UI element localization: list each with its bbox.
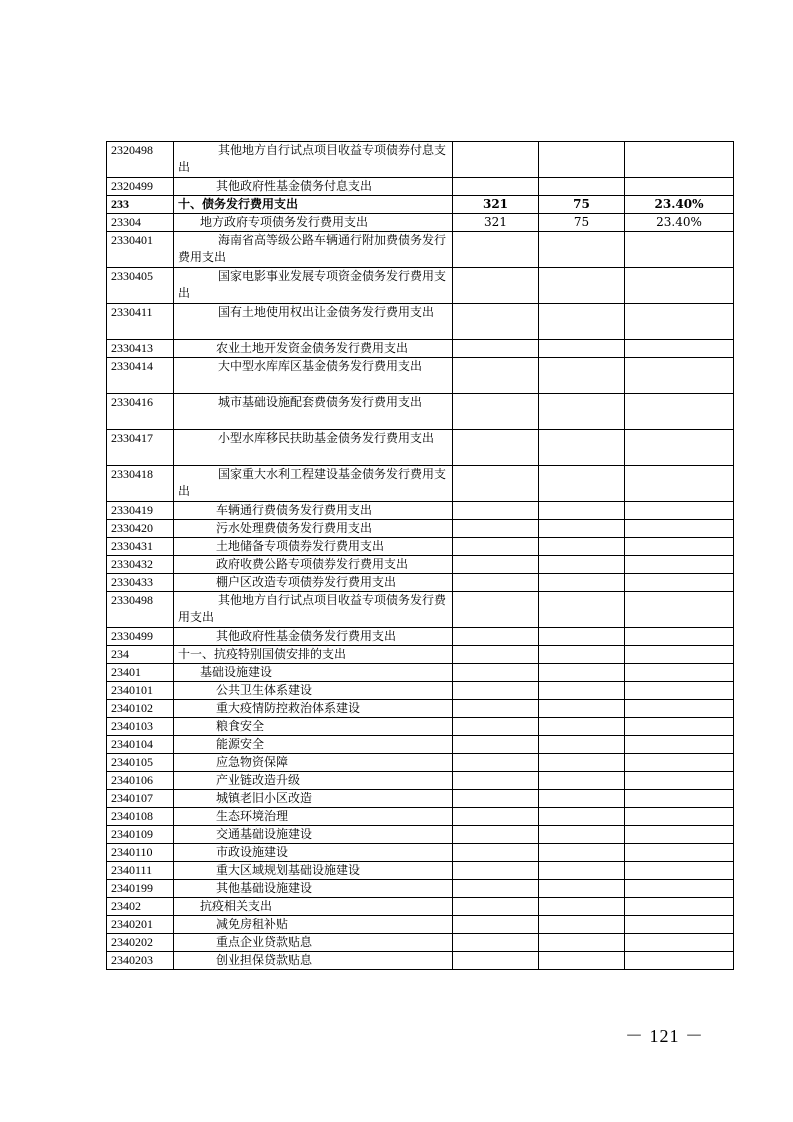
row-amount-1	[453, 916, 539, 934]
table-row	[107, 898, 734, 916]
row-name-text: 棚户区改造专项债券发行费用支出	[216, 575, 397, 589]
row-name	[174, 772, 453, 790]
row-percent	[625, 754, 734, 772]
row-name-text: 其他政府性基金债务发行费用支出	[216, 629, 397, 643]
row-code: 2340202	[107, 934, 174, 952]
row-name	[174, 394, 453, 430]
row-amount-1	[453, 754, 539, 772]
row-amount-1	[453, 520, 539, 538]
row-amount-1	[453, 340, 539, 358]
row-name	[174, 232, 453, 268]
row-name-text: 海南省高等级公路车辆通行附加费债务发行费用支出	[178, 233, 447, 264]
row-amount-2	[539, 340, 625, 358]
row-name-text: 市政设施建设	[216, 845, 289, 859]
row-name	[174, 268, 453, 304]
page-number: － 121 －	[625, 1026, 704, 1046]
row-code: 23401	[107, 664, 174, 682]
row-code: 2330413	[107, 340, 174, 358]
row-amount-2: 75	[539, 214, 625, 232]
row-amount-2	[539, 844, 625, 862]
row-name-text: 车辆通行费债务发行费用支出	[216, 503, 373, 517]
row-code: 2340104	[107, 736, 174, 754]
row-code: 2340203	[107, 952, 174, 970]
row-name-text: 其他地方自行试点项目收益专项债务发行费用支出	[178, 593, 447, 624]
row-code: 234	[107, 646, 174, 664]
row-name	[174, 664, 453, 682]
row-amount-2	[539, 772, 625, 790]
row-amount-2	[539, 934, 625, 952]
row-percent	[625, 772, 734, 790]
row-amount-1	[453, 952, 539, 970]
row-percent	[625, 520, 734, 538]
row-amount-1	[453, 574, 539, 592]
table-row	[107, 178, 734, 196]
row-amount-1: 321	[453, 214, 539, 232]
table-row	[107, 232, 734, 268]
row-name-text: 地方政府专项债务发行费用支出	[200, 215, 369, 229]
table-row	[107, 628, 734, 646]
row-name-text: 创业担保贷款贴息	[216, 953, 313, 967]
row-name-text: 土地储备专项债券发行费用支出	[216, 539, 385, 553]
table-row	[107, 916, 734, 934]
row-name-text: 生态环境治理	[216, 809, 289, 823]
table-row	[107, 664, 734, 682]
row-amount-1	[453, 772, 539, 790]
row-amount-2	[539, 358, 625, 394]
row-code: 2330401	[107, 232, 174, 268]
row-percent	[625, 628, 734, 646]
row-code: 2340107	[107, 790, 174, 808]
row-amount-1	[453, 880, 539, 898]
row-amount-2: 75	[539, 196, 625, 214]
row-amount-2	[539, 790, 625, 808]
row-name-text: 国家电影事业发展专项资金债务发行费用支出	[178, 269, 447, 300]
row-percent	[625, 664, 734, 682]
row-name	[174, 430, 453, 466]
row-percent	[625, 880, 734, 898]
row-name	[174, 556, 453, 574]
row-code: 2340106	[107, 772, 174, 790]
row-name	[174, 808, 453, 826]
row-name	[174, 844, 453, 862]
row-name-text: 重点企业贷款贴息	[216, 935, 313, 949]
row-percent	[625, 718, 734, 736]
row-amount-2	[539, 574, 625, 592]
row-amount-2	[539, 682, 625, 700]
row-name	[174, 142, 453, 178]
row-code: 2340103	[107, 718, 174, 736]
row-amount-1	[453, 592, 539, 628]
row-name	[174, 466, 453, 502]
row-percent	[625, 844, 734, 862]
row-name-text: 农业土地开发资金债务发行费用支出	[216, 341, 409, 355]
row-code: 23304	[107, 214, 174, 232]
row-name-text: 应急物资保障	[216, 755, 289, 769]
row-name-text: 政府收费公路专项债券发行费用支出	[216, 557, 409, 571]
table-row	[107, 808, 734, 826]
row-code: 2320499	[107, 178, 174, 196]
row-amount-1: 321	[453, 196, 539, 214]
table-row	[107, 394, 734, 430]
row-amount-1	[453, 790, 539, 808]
row-amount-2	[539, 178, 625, 196]
row-amount-1	[453, 538, 539, 556]
row-amount-1	[453, 394, 539, 430]
row-code: 2330417	[107, 430, 174, 466]
row-percent	[625, 556, 734, 574]
row-amount-2	[539, 142, 625, 178]
row-code: 2330416	[107, 394, 174, 430]
row-name	[174, 790, 453, 808]
row-amount-1	[453, 466, 539, 502]
row-percent	[625, 538, 734, 556]
row-amount-1	[453, 934, 539, 952]
row-amount-1	[453, 628, 539, 646]
table-row	[107, 268, 734, 304]
table-row	[107, 952, 734, 970]
row-code: 2330405	[107, 268, 174, 304]
row-name	[174, 754, 453, 772]
row-amount-1	[453, 700, 539, 718]
row-name	[174, 340, 453, 358]
row-percent	[625, 682, 734, 700]
row-name	[174, 304, 453, 340]
row-name-text: 粮食安全	[216, 719, 265, 733]
table-row	[107, 466, 734, 502]
table-row	[107, 430, 734, 466]
row-percent	[625, 826, 734, 844]
row-code: 2330432	[107, 556, 174, 574]
row-amount-2	[539, 304, 625, 340]
table-row	[107, 592, 734, 628]
row-code: 2340201	[107, 916, 174, 934]
row-amount-2	[539, 952, 625, 970]
row-amount-2	[539, 808, 625, 826]
table-row	[107, 844, 734, 862]
row-code: 2330431	[107, 538, 174, 556]
row-amount-1	[453, 826, 539, 844]
row-percent	[625, 736, 734, 754]
row-name	[174, 862, 453, 880]
row-amount-2	[539, 754, 625, 772]
row-code: 2340108	[107, 808, 174, 826]
row-percent	[625, 502, 734, 520]
table-row	[107, 502, 734, 520]
table-row	[107, 790, 734, 808]
row-name	[174, 358, 453, 394]
row-name-text: 其他基础设施建设	[216, 881, 313, 895]
row-percent	[625, 430, 734, 466]
table-row	[107, 358, 734, 394]
row-code: 2330419	[107, 502, 174, 520]
row-name-text: 抗疫相关支出	[200, 899, 273, 913]
table-row	[107, 646, 734, 664]
row-code: 2340105	[107, 754, 174, 772]
row-amount-2	[539, 268, 625, 304]
row-amount-2	[539, 232, 625, 268]
row-amount-2	[539, 646, 625, 664]
row-amount-1	[453, 862, 539, 880]
table-row	[107, 556, 734, 574]
row-amount-2	[539, 592, 625, 628]
row-name-text: 国家重大水利工程建设基金债务发行费用支出	[178, 467, 447, 498]
table-row	[107, 142, 734, 178]
table-row	[107, 700, 734, 718]
row-percent	[625, 268, 734, 304]
row-code: 23402	[107, 898, 174, 916]
row-amount-1	[453, 358, 539, 394]
row-amount-2	[539, 826, 625, 844]
row-amount-1	[453, 178, 539, 196]
row-amount-1	[453, 430, 539, 466]
row-amount-2	[539, 556, 625, 574]
row-name	[174, 736, 453, 754]
row-percent	[625, 592, 734, 628]
row-name	[174, 520, 453, 538]
row-amount-1	[453, 898, 539, 916]
row-amount-1	[453, 268, 539, 304]
table-row	[107, 304, 734, 340]
row-amount-1	[453, 646, 539, 664]
row-percent	[625, 142, 734, 178]
row-code: 2330433	[107, 574, 174, 592]
row-name	[174, 934, 453, 952]
row-amount-1	[453, 664, 539, 682]
row-name	[174, 502, 453, 520]
row-amount-2	[539, 628, 625, 646]
table-row	[107, 862, 734, 880]
row-percent	[625, 862, 734, 880]
row-percent	[625, 340, 734, 358]
row-amount-1	[453, 502, 539, 520]
row-amount-2	[539, 700, 625, 718]
row-name-text: 国有土地使用权出让金债务发行费用支出	[218, 305, 435, 319]
row-name-text: 污水处理费债务发行费用支出	[216, 521, 373, 535]
row-code: 2330414	[107, 358, 174, 394]
row-amount-2	[539, 880, 625, 898]
row-percent	[625, 700, 734, 718]
row-code: 2340199	[107, 880, 174, 898]
budget-table	[106, 141, 734, 970]
row-percent	[625, 916, 734, 934]
row-amount-1	[453, 844, 539, 862]
row-name-text: 十一、抗疫特别国债安排的支出	[178, 647, 347, 661]
row-amount-1	[453, 808, 539, 826]
row-name-text: 其他政府性基金债务付息支出	[216, 179, 373, 193]
table-row	[107, 736, 734, 754]
row-amount-2	[539, 502, 625, 520]
row-name	[174, 682, 453, 700]
row-amount-2	[539, 466, 625, 502]
table-row	[107, 718, 734, 736]
row-percent	[625, 358, 734, 394]
row-name	[174, 628, 453, 646]
row-name-text: 公共卫生体系建设	[216, 683, 313, 697]
row-amount-2	[539, 520, 625, 538]
row-name-text: 城镇老旧小区改造	[216, 791, 313, 805]
row-name	[174, 214, 453, 232]
row-percent	[625, 232, 734, 268]
row-amount-2	[539, 898, 625, 916]
row-name	[174, 880, 453, 898]
row-name-text: 十、债务发行费用支出	[178, 197, 299, 211]
row-code: 2340101	[107, 682, 174, 700]
row-amount-2	[539, 718, 625, 736]
table-row	[107, 214, 734, 232]
row-percent	[625, 178, 734, 196]
budget-table-body	[107, 142, 734, 970]
table-row	[107, 196, 734, 214]
row-name	[174, 196, 453, 214]
row-code: 2340102	[107, 700, 174, 718]
row-amount-2	[539, 916, 625, 934]
table-row	[107, 826, 734, 844]
row-percent	[625, 952, 734, 970]
table-row	[107, 574, 734, 592]
row-code: 2340109	[107, 826, 174, 844]
row-amount-2	[539, 538, 625, 556]
row-code: 2320498	[107, 142, 174, 178]
row-amount-1	[453, 736, 539, 754]
row-code: 2340110	[107, 844, 174, 862]
row-name-text: 大中型水库库区基金债务发行费用支出	[218, 359, 423, 373]
row-amount-1	[453, 142, 539, 178]
row-name-text: 交通基础设施建设	[216, 827, 313, 841]
table-row	[107, 880, 734, 898]
row-amount-2	[539, 664, 625, 682]
table-row	[107, 772, 734, 790]
row-code: 2330411	[107, 304, 174, 340]
row-name	[174, 574, 453, 592]
row-percent	[625, 808, 734, 826]
row-name-text: 基础设施建设	[200, 665, 273, 679]
table-row	[107, 934, 734, 952]
row-code: 233	[107, 196, 174, 214]
row-name	[174, 646, 453, 664]
row-amount-2	[539, 394, 625, 430]
row-name	[174, 952, 453, 970]
table-row	[107, 754, 734, 772]
row-name-text: 其他地方自行试点项目收益专项债券付息支出	[178, 143, 447, 174]
row-name	[174, 718, 453, 736]
row-name-text: 重大区域规划基础设施建设	[216, 863, 361, 877]
table-row	[107, 538, 734, 556]
row-name-text: 小型水库移民扶助基金债务发行费用支出	[218, 431, 435, 445]
row-amount-1	[453, 304, 539, 340]
row-percent: 23.40%	[625, 214, 734, 232]
row-amount-2	[539, 430, 625, 466]
row-percent	[625, 466, 734, 502]
row-name	[174, 700, 453, 718]
row-percent	[625, 790, 734, 808]
row-amount-2	[539, 736, 625, 754]
row-name-text: 城市基础设施配套费债务发行费用支出	[218, 395, 423, 409]
row-name	[174, 538, 453, 556]
row-percent	[625, 934, 734, 952]
table-row	[107, 520, 734, 538]
row-code: 2330498	[107, 592, 174, 628]
row-percent	[625, 304, 734, 340]
row-amount-1	[453, 556, 539, 574]
row-percent: 23.40%	[625, 196, 734, 214]
row-name-text: 重大疫情防控救治体系建设	[216, 701, 361, 715]
row-name	[174, 916, 453, 934]
row-amount-1	[453, 718, 539, 736]
row-name	[174, 178, 453, 196]
row-percent	[625, 574, 734, 592]
row-percent	[625, 394, 734, 430]
table-row	[107, 682, 734, 700]
table-row	[107, 340, 734, 358]
row-amount-1	[453, 232, 539, 268]
row-percent	[625, 898, 734, 916]
row-code: 2330420	[107, 520, 174, 538]
row-code: 2340111	[107, 862, 174, 880]
row-name	[174, 826, 453, 844]
row-name-text: 产业链改造升级	[216, 773, 301, 787]
row-name	[174, 592, 453, 628]
row-code: 2330418	[107, 466, 174, 502]
row-name-text: 能源安全	[216, 737, 265, 751]
row-code: 2330499	[107, 628, 174, 646]
row-percent	[625, 646, 734, 664]
row-amount-1	[453, 682, 539, 700]
row-amount-2	[539, 862, 625, 880]
row-name-text: 减免房租补贴	[216, 917, 289, 931]
row-name	[174, 898, 453, 916]
